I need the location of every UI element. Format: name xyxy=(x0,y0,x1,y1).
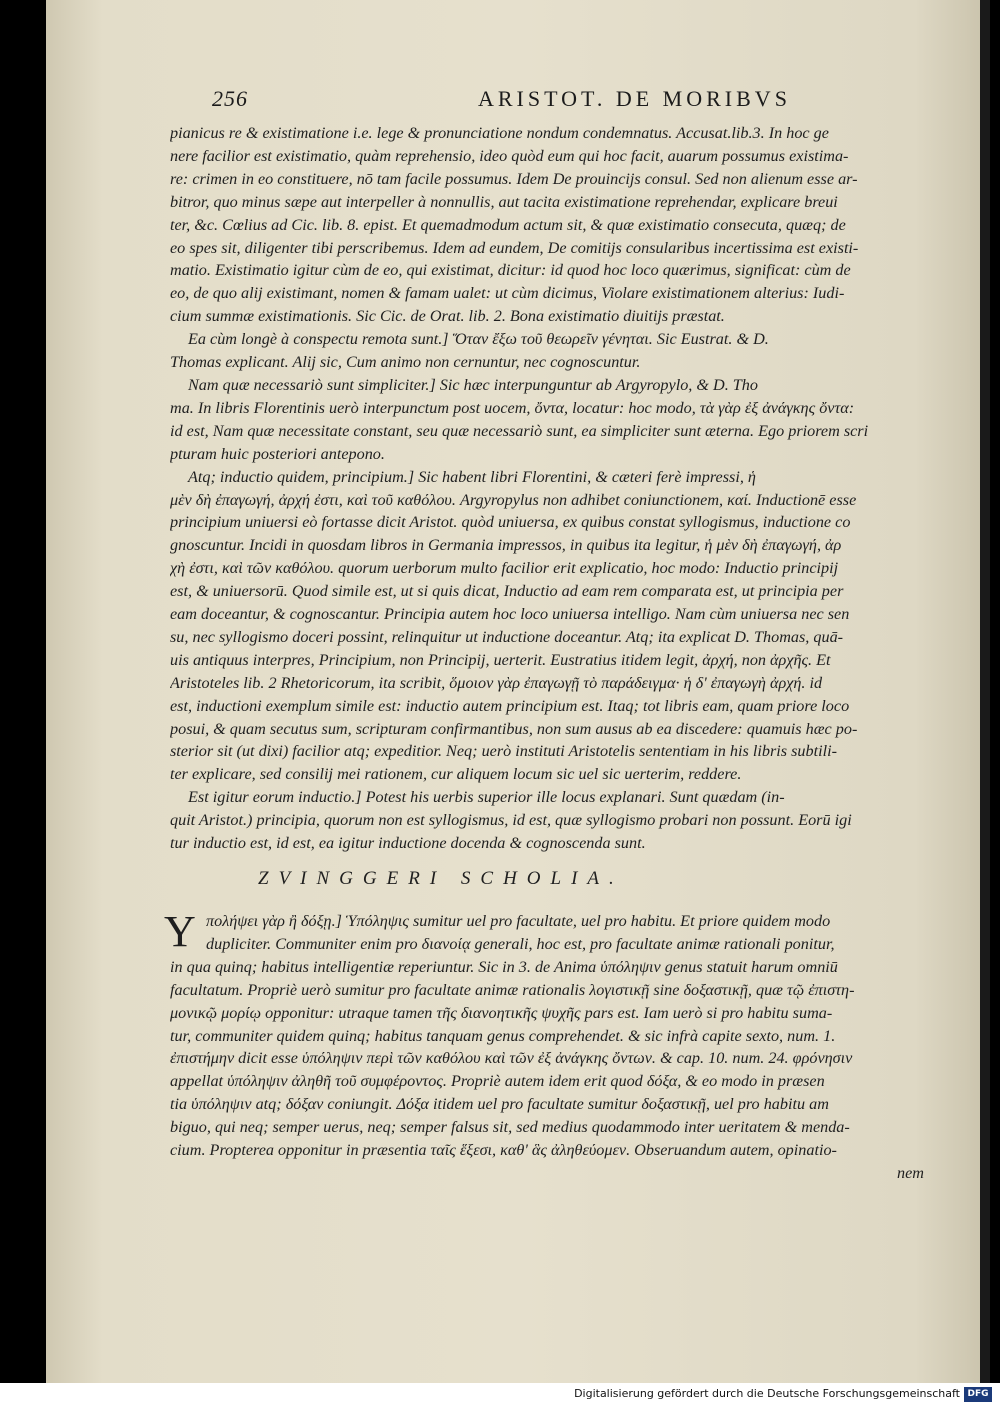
running-title: ARISTOT. DE MORIBVS xyxy=(478,86,791,111)
scholia-line: facultatum. Propriè uerò sumitur pro facultate animæ rationalis λογιστικῇ sine δοξαστικῇ, quæ τῷ ἐπιστη- xyxy=(170,980,855,999)
text-line: matio. Existimatio igitur cùm de eo, qui existimat, dicitur: id quod hoc loco quærimus, significat: cùm de xyxy=(170,261,851,280)
scholia-line: cium. Propterea opponitur in præsentia ταῖς ἕξεσι, καθ' ἃς ἀληθεύομεν. Obseruandum autem, opinatio- xyxy=(170,1141,837,1160)
text-line: pturam huic posteriori antepono. xyxy=(170,444,385,463)
text-line: pianicus re & existimatione i.e. lege & pronunciatione nondum condemnatus. Accusat.lib.3. In hoc ge xyxy=(170,124,829,142)
scholia-line: appellat ὑπόληψιν ἀληθῆ τοῦ συμφέροντος. Propriè autem idem erit quod δόξα, & eo modo in præsen xyxy=(170,1072,825,1091)
scholia-line: dupliciter. Communiter enim pro διανοίᾳ generali, hoc est, pro facultate animæ rationali ponitur, xyxy=(206,934,835,953)
main-text-block xyxy=(170,122,922,855)
text-line: posui, & quam secutus sum, scripturam confirmantibus, non sum ausus ab ea discedere: quamuis hæc po- xyxy=(170,719,858,738)
text-line: χὴ ἐστι, καὶ τῶν καθόλου. quorum uerborum multo facilior erit explicatio, hoc modo: Inductio principij xyxy=(170,559,839,578)
text-line: bitror, quo minus sæpe aut interpeller à nonnullis, aut tacita existimatione reprehendar, explicare breui xyxy=(170,192,838,211)
text-line: tur inductio est, id est, ea igitur inductione docenda & cognoscenda sunt. xyxy=(170,834,646,853)
section-heading: ZVINGGERI SCHOLIA. xyxy=(258,868,624,889)
dfg-logo-icon: DFG xyxy=(964,1387,992,1402)
text-line: nere facilior est existimatio, quàm reprehensio, ideo quòd eum qui hoc facit, auarum possumus existima- xyxy=(170,146,849,165)
text-line: principium uniuersi eò fortasse dicit Aristot. quòd uniuersa, ex quibus constat syllogismus, inductione co xyxy=(170,513,851,532)
text-line: ter explicare, sed consilij mei rationem, cur aliquem locum sic uel sic uerterim, reddere. xyxy=(170,765,742,784)
text-line: re: crimen in eo constituere, nō tam facile possumus. Idem De prouincijs consul. Sed non alienum esse ar- xyxy=(170,169,858,188)
text-line: cium summæ existimationis. Sic Cic. de Orat. lib. 2. Bona existimatio diuitijs præstat. xyxy=(170,307,725,326)
text-line: ma. In libris Florentinis uerò interpunctum post uocem, ὄντα, locatur: hoc modo, τὰ γὰρ ἐξ ἀνάγκης ὄντα: xyxy=(170,398,855,417)
text-line: est, inductioni exemplum simile est: inductio autem principium est. Itaq; tot libris eam, quam priore loco xyxy=(170,696,850,715)
footer-credit: Digitalisierung gefördert durch die Deutsche Forschungsgemeinschaft xyxy=(574,1387,960,1400)
scholia-line: πολήψει γὰρ ἢ δόξῃ.] Ὑπόληψις sumitur uel pro facultate, uel pro habitu. Et priore quidem modo xyxy=(206,912,831,930)
scholia-line: biguo, qui neq; semper uerus, neq; semper falsus sit, sed medius quodammodo inter ueritatem & menda- xyxy=(170,1118,850,1137)
text-line: Nam quæ necessariò sunt simpliciter.] Sic hæc interpunguntur ab Argyropylo, & D. Tho xyxy=(188,375,758,394)
text-line: sterior sit (ut dixi) facilior atq; expeditior. Neq; uerò instituti Aristotelis sententiam in his libris subtili- xyxy=(170,742,837,761)
scan-border-left xyxy=(0,0,46,1383)
text-line: su, nec syllogismo doceri possint, relinquitur ut inductione doceantur. Atq; ita explicat D. Thomas, quā- xyxy=(170,627,844,646)
scholia-line: tur, communiter quidem quinq; habitus tanquam genus comprehendet. & sic infrà capite sexto, num. 1. xyxy=(170,1026,836,1045)
catchword: nem xyxy=(897,1163,924,1182)
scholia-block xyxy=(164,907,924,1182)
scan-border-right xyxy=(980,0,990,1383)
text-line: Thomas explicant. Alij sic, Cum animo non cernuntur, nec cognoscuntur. xyxy=(170,353,641,372)
text-line: Aristoteles lib. 2 Rhetoricorum, ita scribit, ὅμοιον γὰρ ἐπαγωγῇ τὸ παράδειγμα· ἡ δ' ἐπαγωγὴ ἀρχή. id xyxy=(170,673,823,692)
page-number: 256 xyxy=(212,86,248,111)
scholia-line: μονικῷ μορίῳ opponitur: utraque tamen τῆς διανοητικῆς ψυχῆς pars est. Iam uerò si pro habitu suma- xyxy=(170,1003,833,1022)
drop-capital: Y xyxy=(164,907,196,956)
text-line: est, & uniuersorū. Quod simile est, ut si quis dicat, Inductio ad eam rem comparata est, ut principia per xyxy=(170,582,844,601)
scholia-line: tia ὑπόληψιν atq; δόξαν coniungit. Δόξα itidem uel pro facultate sumitur δοξαστικῇ, uel pro habitu am xyxy=(170,1095,829,1114)
text-line: quit Aristot.) principia, quorum non est syllogismus, id est, quæ syllogismo probari non possunt. Eorū igi xyxy=(170,811,852,830)
text-line: uis antiquus interpres, Principium, non Principij, uerterit. Eustratius itidem legit, ἀρχή, non ἀρχῆς. Et xyxy=(170,650,831,669)
text-line: ter, &c. Cœlius ad Cic. lib. 8. epist. Et quemadmodum actum sit, & quæ existimatio consecuta, quæq; de xyxy=(170,215,846,234)
text-line: gnoscuntur. Incidi in quosdam libros in Germania impressos, in quibus ita legitur, ἡ μὲν δὴ ἐπαγωγή, ἀρ xyxy=(170,536,842,555)
text-line: eo, de quo alij existimant, nomen & famam ualet: ut cùm dicimus, Violare existimationem alterius: Iudi- xyxy=(170,284,845,303)
text-line: μὲν δὴ ἐπαγωγή, ἀρχή ἐστι, καὶ τοῦ καθόλου. Argyropylus non adhibet coniunctionem, καί. Inductionē esse xyxy=(170,490,857,509)
text-line: eo spes sit, diligenter tibi perscribemus. Idem ad eundem, De comitijs consularibus incertissima est existi- xyxy=(170,238,859,257)
text-line: id est, Nam quæ necessitate constant, seu quæ necessariò sunt, ea simpliciter sunt æterna. Ego priorem scri xyxy=(170,421,869,440)
digitization-footer xyxy=(0,1383,1000,1407)
text-line: Ea cùm longè à conspectu remota sunt.] Ὅταν ἔξω τοῦ θεωρεῖν γένηται. Sic Eustrat. & D. xyxy=(188,330,769,349)
scholia-line: ἐπιστήμην dicit esse ὑπόληψιν περὶ τῶν καθόλου καὶ τῶν ἐξ ἀνάγκης ὄντων. & cap. 10. num. 24. φρόνησιν xyxy=(170,1049,853,1068)
text-line: Est igitur eorum inductio.] Potest his uerbis superior ille locus explanari. Sunt quædam (in- xyxy=(188,788,785,807)
scholia-line: in qua quinq; habitus intelligentiæ reperiuntur. Sic in 3. de Anima ὑπόληψιν genus statuit harum omniū xyxy=(170,957,838,976)
text-line: eam doceantur, & cognoscantur. Principia autem hoc loco uniuersa intelligo. Nam cùm uniuersa nec sen xyxy=(170,605,850,624)
text-line: Atq; inductio quidem, principium.] Sic habent libri Florentini, & cæteri ferè impressi, ἡ xyxy=(188,467,756,486)
